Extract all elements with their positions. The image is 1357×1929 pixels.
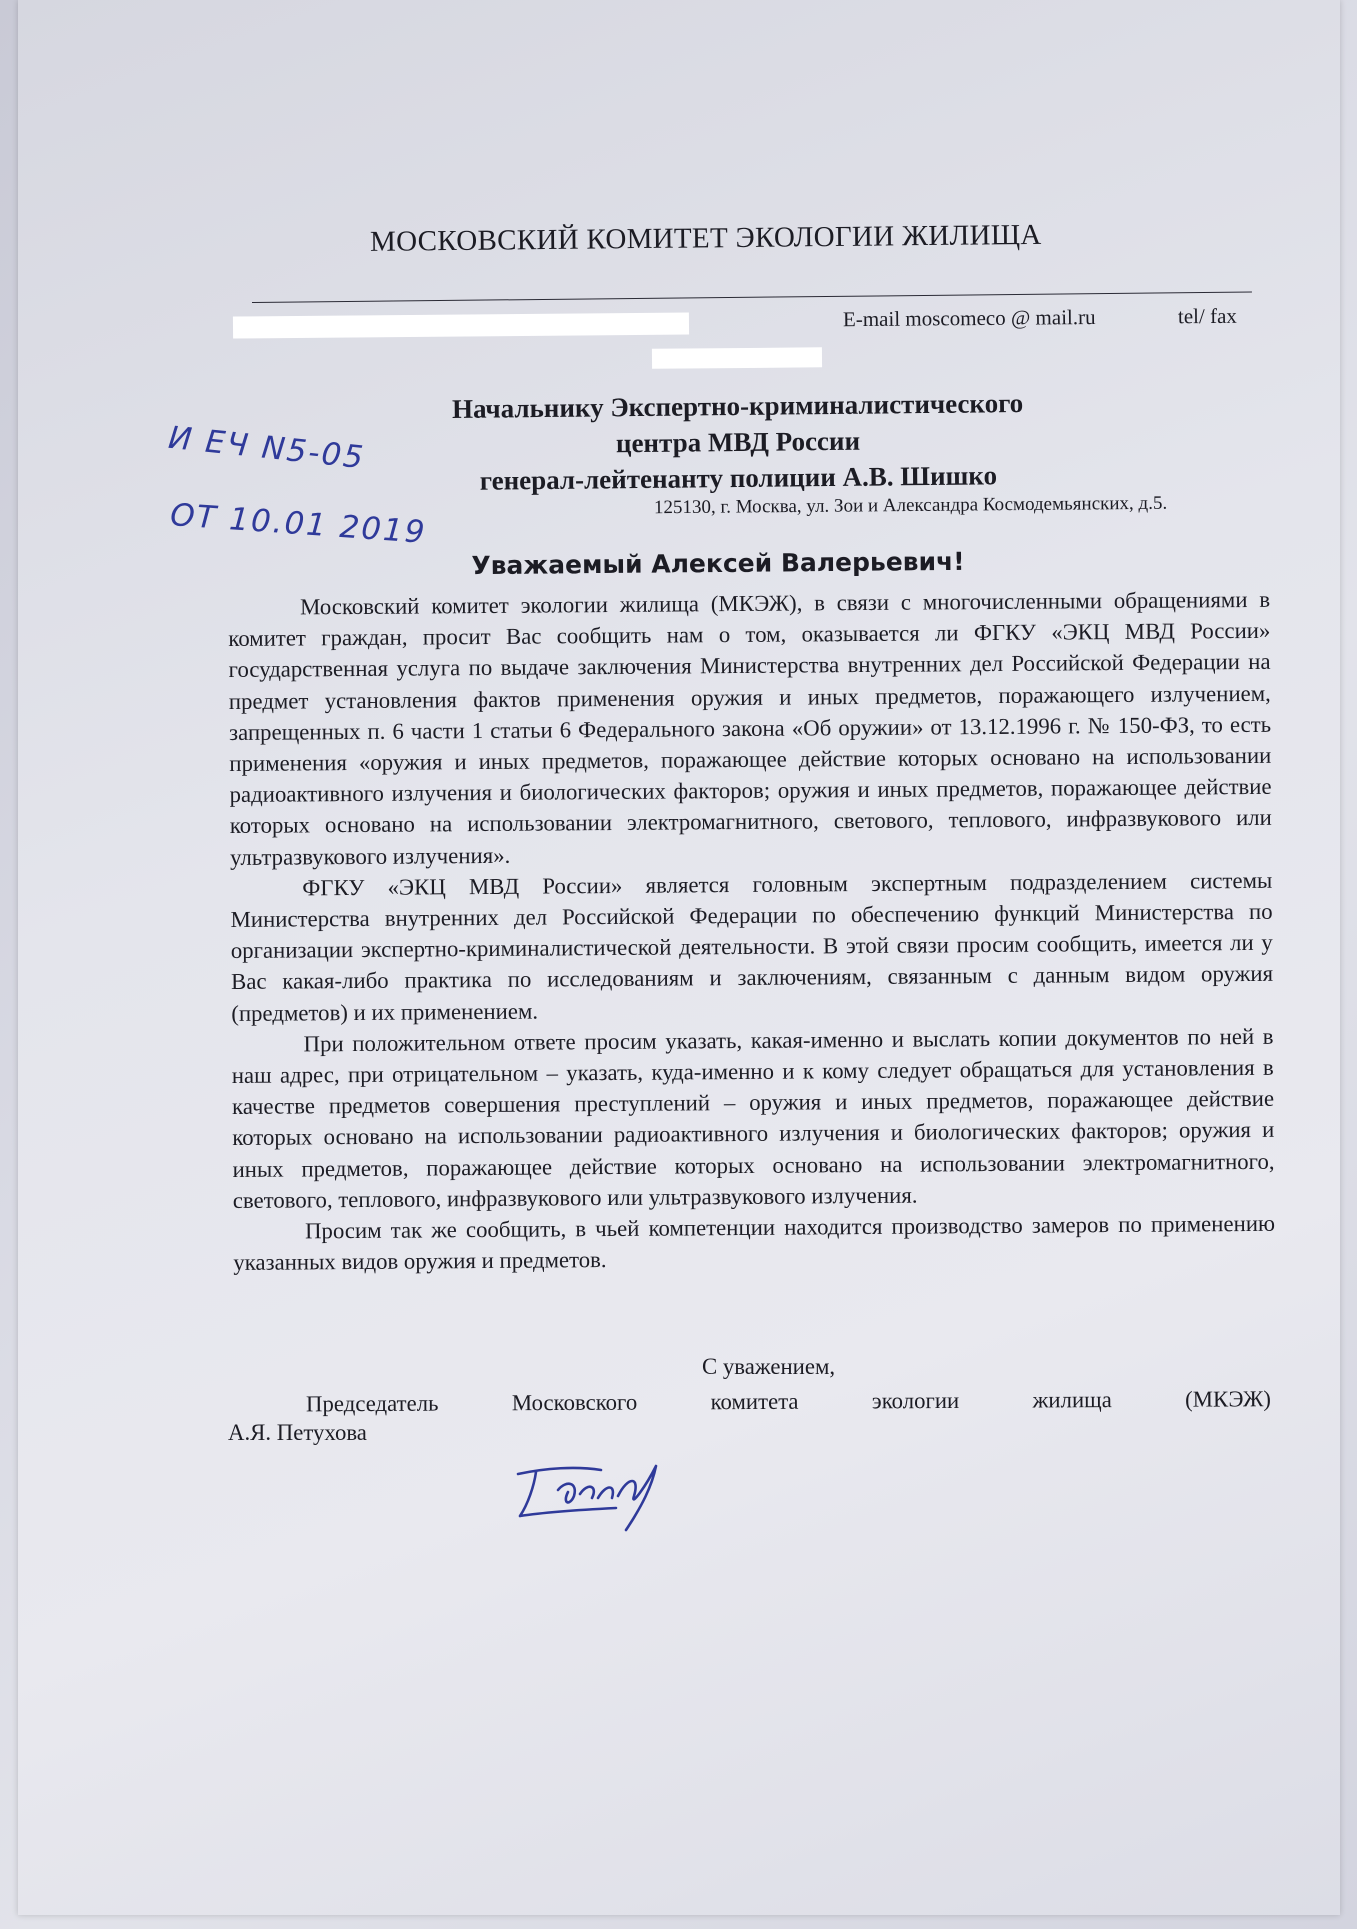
- handwritten-signature: [506, 1446, 696, 1536]
- greeting: Уважаемый Алексей Валерьевич!: [471, 546, 965, 581]
- signatory-position: Председатель Московского комитета экологии жилища (МКЭЖ): [305, 1386, 1272, 1417]
- letter-page: [18, 0, 1340, 1915]
- body-paragraph: Московский комитет экологии жилища (МКЭЖ), в связи с многочисленными обращениями в комитет граждан, просит Вас сообщить нам о том, оказывается ли ФГКУ «ЭКЦ МВД России» государственная услуга по выдаче заключения Министерства внутренних дел Российской Федерации на предмет установления фактов применения оружия и иных предметов, поражающего излучением, запрещенных п. 6 части 1 статьи 6 Федерального закона «Об оружии» от 13.12.1996 г. № 150-ФЗ, то есть применения «оружия и иных предметов, поражающее действие которых основано на использовании радиоактивного излучения и биологических факторов; оружия и иных предметов, поражающее действие которых основано на использовании электромагнитного, светового, теплового, инфразвукового или ультразвукового излучения».: [228, 586, 1272, 870]
- letterhead-contact-line: [233, 303, 1273, 346]
- handwritten-reg-number: И ЕЧ N5-05: [166, 419, 367, 477]
- closing-phrase: С уважением,: [702, 1354, 836, 1379]
- org-letterhead-title: МОСКОВСКИЙ КОМИТЕТ ЭКОЛОГИИ ЖИЛИЩА: [369, 218, 1042, 258]
- recipient-block: [297, 383, 1178, 500]
- letter-body: [228, 584, 1275, 1279]
- recipient-line: генерал-лейтенанту полиции А.В. Шишко: [479, 460, 998, 496]
- body-paragraph: Просим так же сообщить, в чьей компетенции находится производство замеров по применению указанных видов оружия и предметов.: [233, 1210, 1276, 1276]
- letterhead-email: E-mail moscomeco @ mail.ru: [842, 305, 1096, 332]
- signatory-name: А.Я. Петухова: [228, 1420, 367, 1445]
- redacted-phone: [652, 347, 822, 368]
- letterhead-divider: [252, 292, 1252, 303]
- letterhead-phone-row: [652, 345, 832, 373]
- recipient-line: Начальнику Экспертно-криминалистического: [451, 388, 1024, 424]
- redacted-address: [233, 313, 689, 339]
- recipient-line: центра МВД России: [615, 425, 861, 459]
- letterhead-telfax: tel/ fax: [1177, 303, 1237, 329]
- body-paragraph: При положительном ответе просим указать, какая-именно и выслать копии документов по ней в наш адрес, при отрицательном – указать, куда-именно и к кому следует обращаться для установления в качестве предметов совершения преступлений – оружия и иных предметов, поражающее действие которых основано на использовании радиоактивного излучения и биологических факторов; оружия и иных предметов, поражающее действие которых основано на использовании электромагнитного, светового, теплового, инфразвукового или ультразвукового излучения.: [231, 1023, 1275, 1213]
- handwritten-reg-date: ОТ 10.01 2019: [169, 497, 428, 551]
- body-paragraph: ФГКУ «ЭКЦ МВД России» является головным экспертным подразделением системы Министерства внутренних дел Российской Федерации по обеспечению функций Министерства по организации экспертно-криминалистической деятельности. В этой связи просим сообщить, имеется ли у Вас какая-либо практика по исследованиям и заключениям, связанным с данным видом оружия (предметов) и их применением.: [230, 867, 1274, 1026]
- recipient-address: 125130, г. Москва, ул. Зои и Александра Космодемьянских, д.5.: [653, 492, 1168, 519]
- signatory-position-block: [228, 1383, 1271, 1419]
